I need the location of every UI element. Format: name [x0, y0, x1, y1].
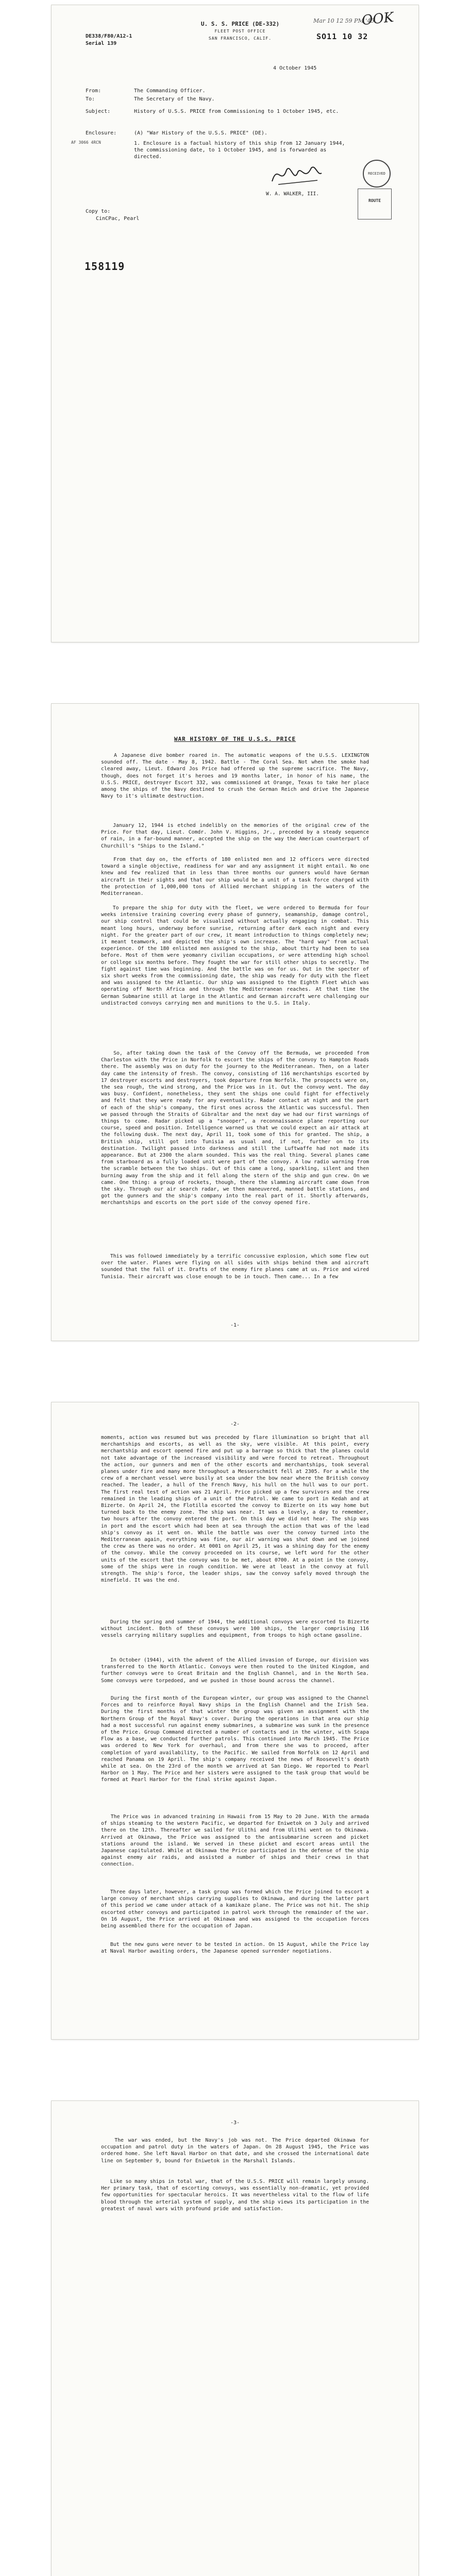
page-number: -3- [230, 2120, 240, 2126]
history-paragraph: But the new guns were never to be tested in action. On 15 August, while the Price lay at Naval Harbor awaiting orders, the Japanese opened surrender negotiations. [101, 1942, 372, 1955]
letterhead [173, 21, 307, 42]
to-label: To: [86, 96, 95, 102]
received-stamp-date: Mar 10 12 59 PM '45 [313, 18, 375, 24]
subject-label: Subject: [86, 109, 111, 114]
page-number: -1- [230, 1323, 240, 1328]
history-paragraph: Three days later, however, a task group was formed which the Price joined to escort a large convoy of merchant ships carrying supplies to Okinawa, and during the latter part of this period we came under attack of a kamikaze plane. The Price was not hit. The ship escorted other convoys and participated in patrol work through the remainder of the war. On 16 August, the Price arrived at Okinawa and was assigned to the occupation forces being assembled there for the occupation of Japan. [101, 1889, 372, 1929]
history-paragraph: In October (1944), with the advent of the Allied invasion of Europe, our division was transferred to the North Atlantic. Convoys were then routed to the United Kingdom, and further convoys were to Great Britain and the English Channel, and in the North Sea. Some convoys were torpedoed, and we pushed in those bound across the channel. [101, 1657, 372, 1684]
history-paragraph: January 12, 1944 is etched indelibly on the memories of the original crew of the Price. For that day, Lieut. Comdr. John V. Higgins, Jr., preceded by a steady sequence of rain, in a far-bound manner, accepted the ship on the way the American counterpart of Churchill's "Ships to the Island." [101, 823, 372, 849]
from-value: The Commanding Officer. [134, 88, 206, 94]
to-row [86, 96, 215, 103]
file-reference-line: DE338/F80/A12-1 [86, 33, 132, 39]
letter-date: 4 October 1945 [273, 65, 317, 71]
enclosure-value: (A) "War History of the U.S.S. PRICE" (DE). [134, 130, 267, 136]
history-paragraph: The war was ended, but the Navy's job was not. The Price departed Okinawa for occupation and patrol duty in the waters of Japan. On 28 August 1945, the Price was ordered home. She left Naval Harbor on that date, and she crossed the international date line on September 9, bound for Eniwetok in the Marshall Islands. [101, 2138, 372, 2164]
history-paragraph: Like so many ships in total war, that of the U.S.S. PRICE will remain largely unsung. Her primary task, that of escorting convoys, was essentially non-dramatic, yet provided few opportunities for spectacular heroics. It was nevertheless vital to the flow of life blood through the arterial system of supply, and the ship views its participation in the greatest of naval wars with profound pride and satisfaction. [101, 2179, 372, 2212]
document-page-3 [52, 1402, 418, 2039]
history-paragraph: The Price was in advanced training in Hawaii from 15 May to 20 June. With the armada of ships steaming to the western Pacific, we departed for Eniwetok on 3 July and arrived there on the 12th. Thereafter we sailed for Ulithi and from Ulithi went on to Okinawa. Arrived at Okinawa, the Price was assigned to the antisubmarine screen and picket stations around the island. We served in these picket and escort areas until the Japanese capitulated. While at Okinawa the Price participated in the defense of the ship against enemy air raids, and assisted a number of ships and their crews in that connection. [101, 1814, 372, 1868]
history-paragraph: From that day on, the efforts of 180 enlisted men and 12 officers were directed toward a single objective, readiness for war and any assignment it might entail. No one knew and few realized that in less than three months our gunners would have German aircraft in their sights and that our ship would be a unit of a task force charged with the protection of 1,000,000 tons of Allied merchant shipping in the waters of the Mediterranean. [101, 857, 372, 897]
subject-row [86, 108, 364, 115]
received-circle-stamp [363, 160, 391, 188]
copy-to-value: CinCPac, Pearl [96, 216, 140, 222]
history-paragraph: moments, action was resumed but was preceded by flare illumination so bright that all merchantships and escorts, as well as the sky, were visible. At this point, every merchantship and escort opened fire and put up a barrage so thick that the planes could not take advantage of the increased visibility and were forced to retreat. Throughout the action, our gunners and men of the other escorts and merchantships, took several planes under fire and many more throughout a Messerschmitt fell at 2305. For a while the crew of a merchant vessel were busily at sea under the bow near where the British convoy reached. The leader, a hull of the French Navy, his hull on the hull was to our port. The first real test of action was 21 April. Price picked up a few survivors and the crew remained in the leading ships of a unit of the Patrol. We came to port in Kedah and at Bizerte. On April 24, the Flotilla escorted the convoy to Bizerte on its way home but turned back to the enemy zone. The ship was near. It was a lovely, a day to remember, two hours after the convoy entered the port. On this day we did not hear. The ship was in port and the escort which had been at sea through the action that was of the lead ship's convoy as it went on. While the battle was over the convoy turned into the Mediterranean again, everything was fine, our air warning was shut down and we joined the crew as there was no order. At 0001 on April 25, it was a shining day for the enemy of the convoy. While the convoy proceeded on its course, we left word for the other units of the escort that the convoy was to be met, about 0700. At a point in the convoy, some of the ships were in rough condition. We were at least in the convoy at full strength. The ship's force, the leader ships, saw the convoy safely moved through the minefield. It was the end. [101, 1435, 372, 1584]
enclosure-label: Enclosure: [86, 130, 117, 136]
subject-value: History of U.S.S. PRICE from Commissioning to 1 October 1945, etc. [134, 109, 339, 114]
history-paragraph: To prepare the ship for duty with the fleet, we were ordered to Bermuda for four weeks intensive training covering every phase of gunnery, seamanship, damage control, our ship control that could be visualized without actually engaging in combat. This meant long hours, underway before sunrise, returning after dark each night and every night. For the greater part of our crew, it meant introduction to things completely new; it meant teamwork, and depicted the ship's own increase. The "hard way" from actual experience. Of the 180 enlisted men assigned to the ship, about thirty had been to sea before. Most of them were yeomanry civilian occupations, or were attending high school or college six months before. They fought the war for still other ships to secretly. The fight against time was beginning. And the battle was on for us. Out in the specter of six short weeks from the commissioning date, the ship was ready for duty with the fleet and was assigned to the Atlantic. Our ship was assigned to the Eighth Fleet which was operating off North Africa and through the Mediterranean reaches. At that time the German Submarine still at large in the Atlantic and German aircraft were challenging our undistracted convoys carrying men and munitions to the U.S. in Italy. [101, 905, 372, 1006]
copy-to-row [86, 208, 139, 223]
enclosure-row [86, 130, 267, 137]
history-paragraph: So, after taking down the task of the Convoy off the Bermuda, we proceeded from Charleston with the Price in Norfolk to escort the ships of the convoy to Hampton Roads there. The assembly was on duty for the journey to the Mediterranean. Then, on a later day came the intensity of fresh. The convoy, consisting of 116 merchantships escorted by 17 destroyer escorts and destroyers, took departure from Norfolk. The prospects were on, the sea rough, the wind strong, and the Price was in it. Out the convoy went. The day was busy. Confident, nonetheless, they sent the ships one could fight for effectively and felt that they were ready for any eventuality. Radar contact at night and the part of each of the ship's company, the first ones across the Atlantic was successful. Then we passed through the Straits of Gibraltar and the next day we had our first warnings of things to come. Radar picked up a "snooper", a reconnaissance plane reporting our course, speed and position. Intelligence warned us that we could expect an air attack at the following dusk. The next day, April 11, took some of this for granted. The ship, a British ship, still got into Tunisia as usual and, if not, further on to its destination. Twilight passed into darkness and still the Luftwaffe had not made its appearance. But at 2300 the alarm sounded. This was the real thing. Several planes came from starboard as a fully loaded unit were part of the convoy. A low radio warning from the scramble between the two ships. Out of this came a long, sparkling, silent and then burning away from the ship and it fell along the stern of the ship and gun crew. On we came. One thing: a group of rockets, though, there the slamming aircraft came down from the sky. Through our air search radar, we then maneuvered, manned battle stations, and got the gunners and the ship's company into the real part of it. Shortly afterwards, merchantships and escorts on the port side of the convoy opened fire. [101, 1050, 372, 1206]
page-number: -2- [230, 1421, 240, 1427]
circle-stamp-text: RECEIVED [368, 172, 385, 176]
copy-to-label: Copy to: [86, 209, 111, 214]
file-number: 158119 [85, 260, 125, 273]
from-row [86, 88, 205, 95]
routing-box [358, 189, 392, 219]
ship-fpo: FLEET POST OFFICE [214, 29, 266, 33]
signature-name: W. A. WALKER, III. [266, 191, 319, 197]
signature-scribble [268, 161, 325, 192]
handwritten-mark: OOK [361, 9, 395, 29]
history-paragraph: During the spring and summer of 1944, the additional convoys were escorted to Bizerte without incident. Both of these convoys were 100 ships, the larger comprising 116 vessels carrying military supplies and equipment, from troops to high octane gasoline. [101, 1619, 372, 1639]
history-title: WAR HISTORY OF THE U.S.S. PRICE [174, 736, 296, 742]
serial-stamp: SO11 10 32 [316, 32, 368, 41]
ship-name: U. S. S. PRICE (DE-332) [200, 21, 280, 27]
file-reference-line: Serial 139 [86, 41, 117, 46]
document-page-1 [52, 5, 418, 642]
margin-note: AF 3066 4RCN [71, 140, 101, 145]
letter-paragraph: 1. Enclosure is a factual history of this ship from 12 January 1944, the commissioning date, to 1 October 1945, and is forwarded as directed. [134, 141, 345, 160]
document-page-2 [52, 704, 418, 1341]
history-paragraph: A Japanese dive bomber roared in. The automatic weapons of the U.S.S. LEXINGTON sounded off. The date - May 8, 1942. Battle - The Coral Sea. Not when the smoke had cleared away, Lieut. Edward Jos Price had offered up the supreme sacrifice. The Navy, though, does not forget it's heroes and 19 months later, in honor of his name, the U.S.S. PRICE, destroyer Escort 332, was commissioned at Orange, Texas to take her place among the ships of the Navy destined to crush the German Reich and drive the Japanese Navy to it's ultimate destruction. [101, 753, 372, 800]
ship-city: SAN FRANCISCO, CALIF. [208, 36, 272, 41]
from-label: From: [86, 88, 102, 94]
history-paragraph: This was followed immediately by a terrific concussive explosion, which some flew out over the water. Planes were flying on all sides with ships behind them and aircraft sounded that the fall of it. Drafts of the enemy fire planes came at us. Price and wired Tunisia. Their aircraft was close enough to be in touch. Then came... In a few [101, 1253, 372, 1280]
history-paragraph: During the first month of the European winter, our group was assigned to the Channel Forces and to reinforce Royal Navy ships in the English Channel and the Irish Sea. During the first months of that winter the group was given an assignment with the Northern Group of the Royal Navy's cover. During the operations in that area our ship had a most successful run against enemy submarines, a submarine was sunk in the presence of the Price. Group Command directed a number of contacts and in the winter, with Scapa Flow as a base, we conducted further patrols. This continued into March 1945. The Price was ordered to New York for overhaul, and from there she was to proceed, after completion of yard availability, to the Pacific. We sailed from Norfolk on 12 April and reached Panama on 19 April. The ship's company received the news of Roosevelt's death while at sea. On the 23rd of the month we arrived at San Diego. We reported to Pearl Harbor on 1 May. The Price and her sisters were assigned to the task group that would be formed at Pearl Harbor for the final strike against Japan. [101, 1696, 372, 1783]
document-page-4 [52, 2101, 418, 2576]
route-label: ROUTE [368, 198, 381, 203]
file-reference [86, 33, 132, 47]
to-value: The Secretary of the Navy. [134, 96, 215, 102]
